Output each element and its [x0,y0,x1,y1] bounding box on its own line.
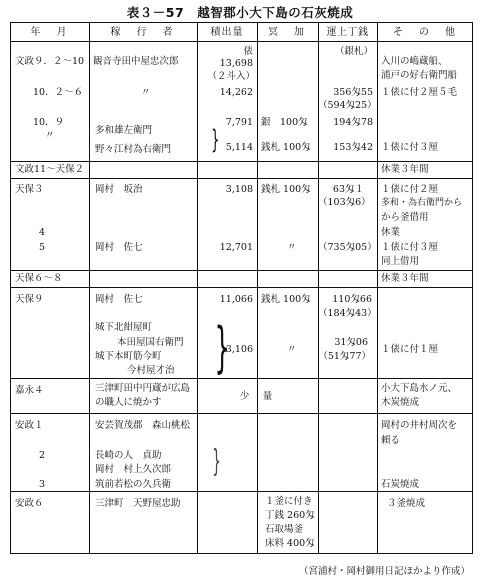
other-cell: から釜借用 [381,212,429,223]
header-other: そ の 他 [393,27,458,38]
data-table [10,22,473,554]
output-cell: 5,114 [225,142,253,153]
year-cell: 10．２～６ [33,87,84,98]
actor-cell: 三津町 天野屋忠助 [95,498,181,509]
other-cell: 浦戸の好右衛門船 [381,70,458,81]
tax-cell: 銭札 100匁 [261,294,311,305]
output-cell: 11,066 [219,294,253,305]
output-cell: 13,698 [219,58,253,69]
col-divider [377,23,378,553]
other-cell: 木炭焼成 [381,397,420,408]
actor-cell: 〃 [141,87,151,98]
year-cell: 5 [39,242,46,253]
freight-cell: 110匁66 [332,294,372,305]
other-cell: １俵に付３厘 [381,242,439,253]
actor-cell: 城下本町筋今町 [95,351,162,362]
tax-cell: 銭札 100匁 [261,142,311,153]
other-cell: 同上借用 [381,256,420,267]
other-cell: 休業３年間 [381,273,429,284]
year-cell: 天保３ [15,184,44,195]
tax-cell: 〃 [287,344,297,355]
year-cell: 文政11～天保２ [15,164,85,175]
row-divider [11,413,472,414]
actor-cell: 野々江村為右衛門 [95,144,172,155]
header-output: 積出量 [210,27,244,38]
actor-cell: 岡村 村上久次郎 [95,464,172,475]
col-divider [197,23,198,553]
amount-cell: 少 量 [239,391,275,402]
output-unit: 俵 [243,46,253,57]
actor-cell: 安芸賀茂郡 森山桃松 [95,420,191,431]
brace-mark: } [212,444,221,479]
tax-cell: １釜に付き [265,496,313,507]
actor-cell: 今村屋才治 [127,365,175,376]
header-actor: 稼 行 者 [110,27,176,38]
freight-cell: 153匁42 [333,142,373,153]
tax-cell: 銀 100匁 [261,117,308,128]
output-cell: 3,108 [225,184,253,195]
header-divider [11,41,472,42]
col-divider [89,23,90,553]
output-cell: 14,262 [219,87,253,98]
freight-cell: 31匁06 [334,337,368,348]
table-title: 表３－57 越智郡小大下島の石灰焼成 [126,5,354,20]
other-cell: 休業３年間 [381,164,429,175]
actor-cell: 多和雄左衛門 [95,125,153,136]
header-year: 年 月 [30,27,70,38]
row-divider [11,378,472,379]
output-cell: 7,791 [225,117,253,128]
other-cell: 石炭焼成 [381,479,420,490]
actor-cell: 筑前若松の久兵衛 [95,479,172,490]
actor-cell: 長崎の人 貞助 [95,450,162,461]
actor-cell: 〃 [45,130,55,141]
tax-cell: 丁銭 260匁 [265,510,315,521]
other-cell: 小大下島水ノ元、 [381,383,458,394]
actor-cell: 岡村 佐七 [95,294,143,305]
row-divider [11,270,472,271]
header-freight: 運上丁銭 [326,27,369,38]
actor-cell: 城下北紺屋町 [95,322,153,333]
freight-cell: （735匁05） [318,242,377,253]
output-cell: 12,701 [219,242,253,253]
freight-cell: （594匁25） [318,100,377,111]
year-cell: 嘉永４ [15,385,44,396]
other-cell: 入川の嶋蔵船、 [381,56,448,67]
other-cell: １俵に付２厘 [381,184,439,195]
row-divider [11,491,472,492]
other-cell: 岡村の井村周次を [381,420,458,431]
brace-mark: } [211,125,220,155]
freight-cell: （51匁77） [318,351,371,362]
other-cell: 多和・為右衛門から [381,198,463,208]
freight-cell: 194匁78 [333,117,373,128]
other-cell: ３釜焼成 [387,498,426,509]
actor-cell: 岡村 佐七 [95,242,143,253]
other-cell: 休業 [381,227,401,238]
col-divider [257,23,258,553]
tax-cell: 石取場釜 [265,524,304,535]
row-divider [11,287,472,288]
actor-cell: 観音寺田中屋忠次郎 [93,56,179,67]
row-divider [11,178,472,179]
year-cell: 文政９．２～10 [15,56,85,67]
other-cell: １俵に付３厘 [381,142,439,153]
freight-cell: （103匁6） [318,197,371,208]
other-cell: １俵に付２厘５毛 [381,87,458,98]
year-cell: 安政６ [15,498,44,509]
freight-cell: 63匁１ [332,184,364,195]
year-cell: 3 [39,479,46,490]
row-divider [11,161,472,162]
output-cell: 3,106 [225,344,253,355]
tax-cell: 床料 400匁 [265,538,315,549]
actor-cell: 岡村 坂治 [95,184,143,195]
tax-cell: 〃 [287,242,297,253]
header-tax: 冥 加 [268,27,307,38]
actor-cell: の職人に焼かす [95,397,162,408]
year-cell: 天保６～８ [15,273,63,284]
tax-cell: 銭札 100匁 [261,184,311,195]
actor-cell: 本田屋国右衛門 [117,337,184,348]
freight-cell: （184匁43） [318,308,377,319]
other-cell: １俵に付１厘 [381,344,439,355]
year-cell: 2 [39,450,46,461]
year-cell: 4 [39,227,46,238]
source-note: （宮浦村・岡村御用日記ほかより作成） [298,566,470,577]
brace-mark: } [214,316,230,379]
year-cell: 10．９ [33,117,65,128]
freight-unit: （銀札） [334,46,373,57]
other-cell: 頼る [381,435,401,446]
year-cell: 安政１ [15,420,44,431]
year-cell: 天保９ [15,294,44,305]
freight-cell: 356匁55 [333,87,373,98]
actor-cell: 三津町田中円蔵が広島 [95,383,191,394]
output-cell: （２斗入） [207,71,255,82]
